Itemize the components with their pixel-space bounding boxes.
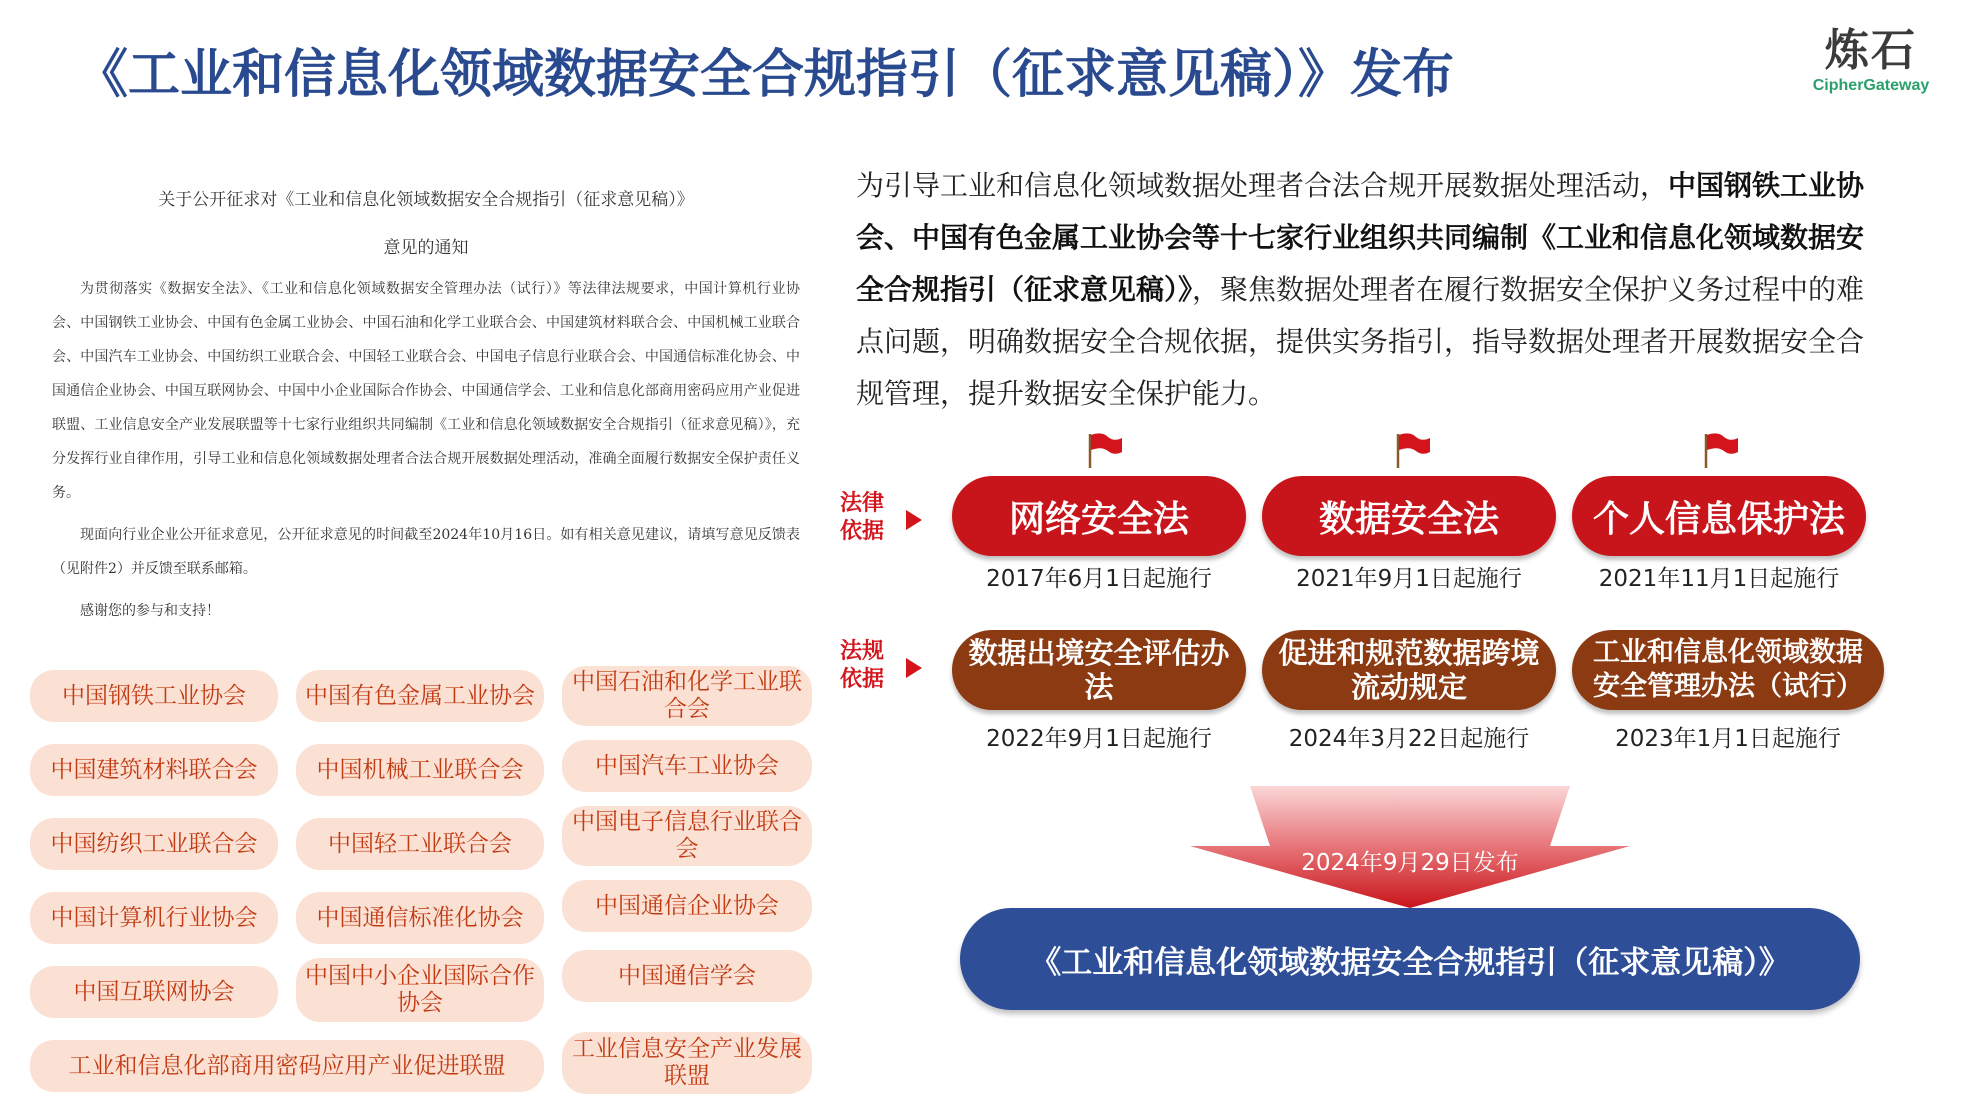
regulation-date: 2022年9月1日起施行 — [986, 726, 1212, 752]
org-pill: 中国机械工业联合会 — [296, 744, 544, 796]
law-date: 2021年9月1日起施行 — [1296, 566, 1522, 592]
regulation-label-line1: 法规 — [840, 639, 885, 664]
logo — [1798, 26, 1944, 96]
law-pill: 网络安全法 — [952, 476, 1246, 556]
regulation-row-label — [840, 638, 900, 694]
flag-icon — [1700, 430, 1740, 470]
regulation-date: 2024年3月22日起施行 — [1288, 726, 1530, 752]
law-pill: 个人信息保护法 — [1572, 476, 1866, 556]
org-pill: 中国互联网协会 — [30, 966, 278, 1018]
org-pill: 中国有色金属工业协会 — [296, 670, 544, 722]
notice-document — [52, 186, 800, 628]
intro-paragraph — [856, 160, 1886, 420]
law-label-line2: 依据 — [840, 519, 885, 544]
org-pill: 中国通信标准化协会 — [296, 892, 544, 944]
org-pill: 中国钢铁工业协会 — [30, 670, 278, 722]
notice-paragraph-1: 为贯彻落实《数据安全法》、《工业和信息化领域数据安全管理办法（试行）》等法律法规要求，中国计算机行业协会、中国钢铁工业协会、中国有色金属工业协会、中国石油和化学工业联合会、中国建筑材料联合会、中国机械工业联合会、中国汽车工业协会、中国纺织工业联合会、中国轻工业联合会、中国电子信息行业联合会、中国通信标准化协会、中国通信企业协会、中国互联网协会、中国中小企业国际合作协会、中国通信学会、工业和信息化部商用密码应用产业促进联盟、工业信息安全产业发展联盟等十七家行业组织共同编制《工业和信息化领域数据安全合规指引（征求意见稿）》，充分发挥行业自律作用，引导工业和信息化领域数据处理者合法合规开展数据处理活动，准确全面履行数据安全保护责任义务。 — [52, 281, 800, 501]
org-pill: 中国电子信息行业联合会 — [562, 806, 812, 866]
intro-text-bold: 中国钢铁工业协会、中国有色金属工业协会等十七家行业组织共同编制《工业和信息化领域数据安全合规指引（征求意见稿）》 — [856, 169, 1865, 306]
org-pill: 工业信息安全产业发展联盟 — [562, 1032, 812, 1094]
org-pill: 中国汽车工业协会 — [562, 740, 812, 792]
org-pill: 中国计算机行业协会 — [30, 892, 278, 944]
final-document-pill: 《工业和信息化领域数据安全合规指引（征求意见稿）》 — [960, 908, 1860, 1010]
org-pill: 中国纺织工业联合会 — [30, 818, 278, 870]
regulation-pill: 工业和信息化领域数据安全管理办法（试行） — [1572, 630, 1884, 710]
org-pill: 中国石油和化学工业联合会 — [562, 666, 812, 726]
law-label-line1: 法律 — [840, 491, 885, 516]
org-pill: 中国建筑材料联合会 — [30, 744, 278, 796]
org-pill: 中国轻工业联合会 — [296, 818, 544, 870]
flag-icon — [1392, 430, 1432, 470]
notice-thanks: 感谢您的参与和支持！ — [80, 603, 220, 619]
law-date: 2021年11月1日起施行 — [1598, 566, 1840, 592]
notice-title: 关于公开征求对《工业和信息化领域数据安全合规指引（征求意见稿）》 — [158, 190, 694, 210]
notice-subtitle: 意见的通知 — [383, 238, 469, 258]
regulation-label-line2: 依据 — [840, 667, 885, 692]
logo-en-text: CipherGateway — [1812, 77, 1930, 94]
notice-paragraph-2: 现面向行业企业公开征求意见，公开征求意见的时间截至2024年10月16日。如有相关意见建议，请填写意见反馈表（见附件2）并反馈至联系邮箱。 — [52, 527, 800, 577]
law-row-label — [840, 490, 900, 546]
regulation-date: 2023年1月1日起施行 — [1615, 726, 1841, 752]
regulation-pill: 促进和规范数据跨境流动规定 — [1262, 630, 1556, 710]
arrow-right-icon — [906, 658, 922, 678]
org-pill: 中国中小企业国际合作协会 — [296, 958, 544, 1022]
intro-text-2: ，聚焦数据处理者在履行数据安全保护义务过程中的难点问题，明确数据安全合规依据，提供实务指引，指导数据处理者开展数据安全合规管理，提升数据安全保护能力。 — [856, 273, 1865, 410]
publish-date: 2024年9月29日发布 — [1301, 850, 1519, 876]
regulation-pill: 数据出境安全评估办法 — [952, 630, 1246, 710]
law-date: 2017年6月1日起施行 — [986, 566, 1212, 592]
arrow-right-icon — [906, 510, 922, 530]
intro-text-1: 为引导工业和信息化领域数据处理者合法合规开展数据处理活动， — [856, 169, 1669, 202]
flag-icon — [1084, 430, 1124, 470]
org-pill: 工业和信息化部商用密码应用产业促进联盟 — [30, 1040, 544, 1092]
org-pill: 中国通信企业协会 — [562, 880, 812, 932]
law-pill: 数据安全法 — [1262, 476, 1556, 556]
page-title: 《工业和信息化领域数据安全合规指引（征求意见稿）》发布 — [76, 45, 1455, 105]
logo-cn-text: 炼石 — [1825, 25, 1917, 76]
org-pill: 中国通信学会 — [562, 950, 812, 1002]
